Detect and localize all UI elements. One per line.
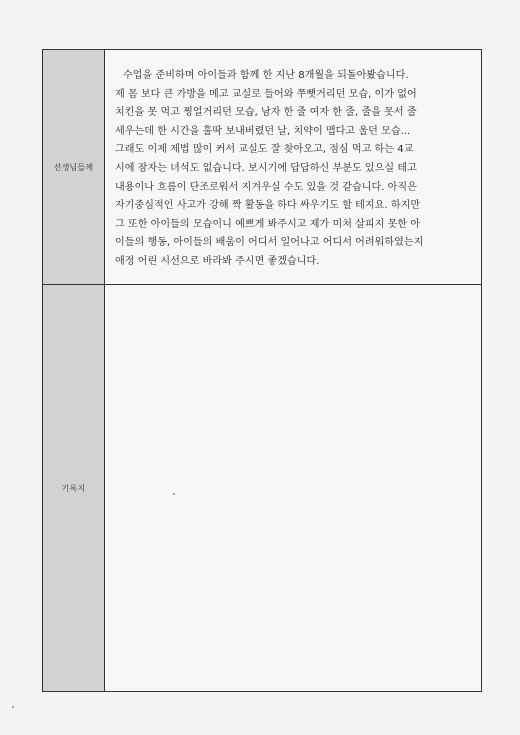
feedback-form-table: [42, 49, 482, 692]
row-label-record-text: 기록지: [61, 483, 86, 493]
letter-line: 그래도 이제 제법 많이 커서 교실도 잘 찾아오고, 점심 먹고 하는 4교: [115, 144, 414, 156]
letter-line: 제 몸 보다 큰 가방을 메고 교실로 들어와 쭈뼛거리던 모습, 이가 없어: [115, 88, 417, 100]
letter-line: 자기중심적인 사고가 강해 짝 활동을 하다 싸우기도 할 테지요. 하지만: [115, 200, 421, 212]
record-writing-area[interactable]: [105, 285, 481, 691]
letter-line: 내용이나 흐름이 단조로워서 지겨우실 수도 있을 것 같습니다. 아직은: [115, 181, 417, 193]
letter-text: [115, 67, 475, 272]
row-label-record: [43, 285, 105, 691]
letter-cell: [105, 50, 481, 285]
letter-line: 치킨을 못 먹고 찡얼거리던 모습, 남자 한 줄 여자 한 줄, 줄을 못서 줄: [115, 107, 417, 119]
letter-line: 이들의 행동, 아이들의 배움이 어디서 일어나고 어디서 어려워하였는지: [115, 237, 424, 249]
letter-line: 수업을 준비하며 아이들과 함께 한 지난 8개월을 되돌아봤습니다.: [123, 70, 409, 81]
letter-line: 세우는데 한 시간을 훌딱 보내버렸던 날, 치약이 맵다고 울던 모습...: [115, 125, 411, 137]
row-label-teachers: [43, 50, 105, 285]
letter-line: 시에 잠자는 녀석도 없습니다. 보시기에 답답하신 부분도 있으실 테고: [115, 162, 417, 174]
letter-line: 애정 어린 시선으로 바라봐 주시면 좋겠습니다.: [115, 255, 320, 267]
scan-speck: [173, 493, 175, 495]
letter-line: 그 또한 아이들의 모습이니 예쁘게 봐주시고 제가 미처 살피지 못한 아: [115, 218, 421, 230]
row-label-teachers-text: 선생님들께: [53, 162, 94, 172]
scan-speck: [12, 706, 14, 708]
